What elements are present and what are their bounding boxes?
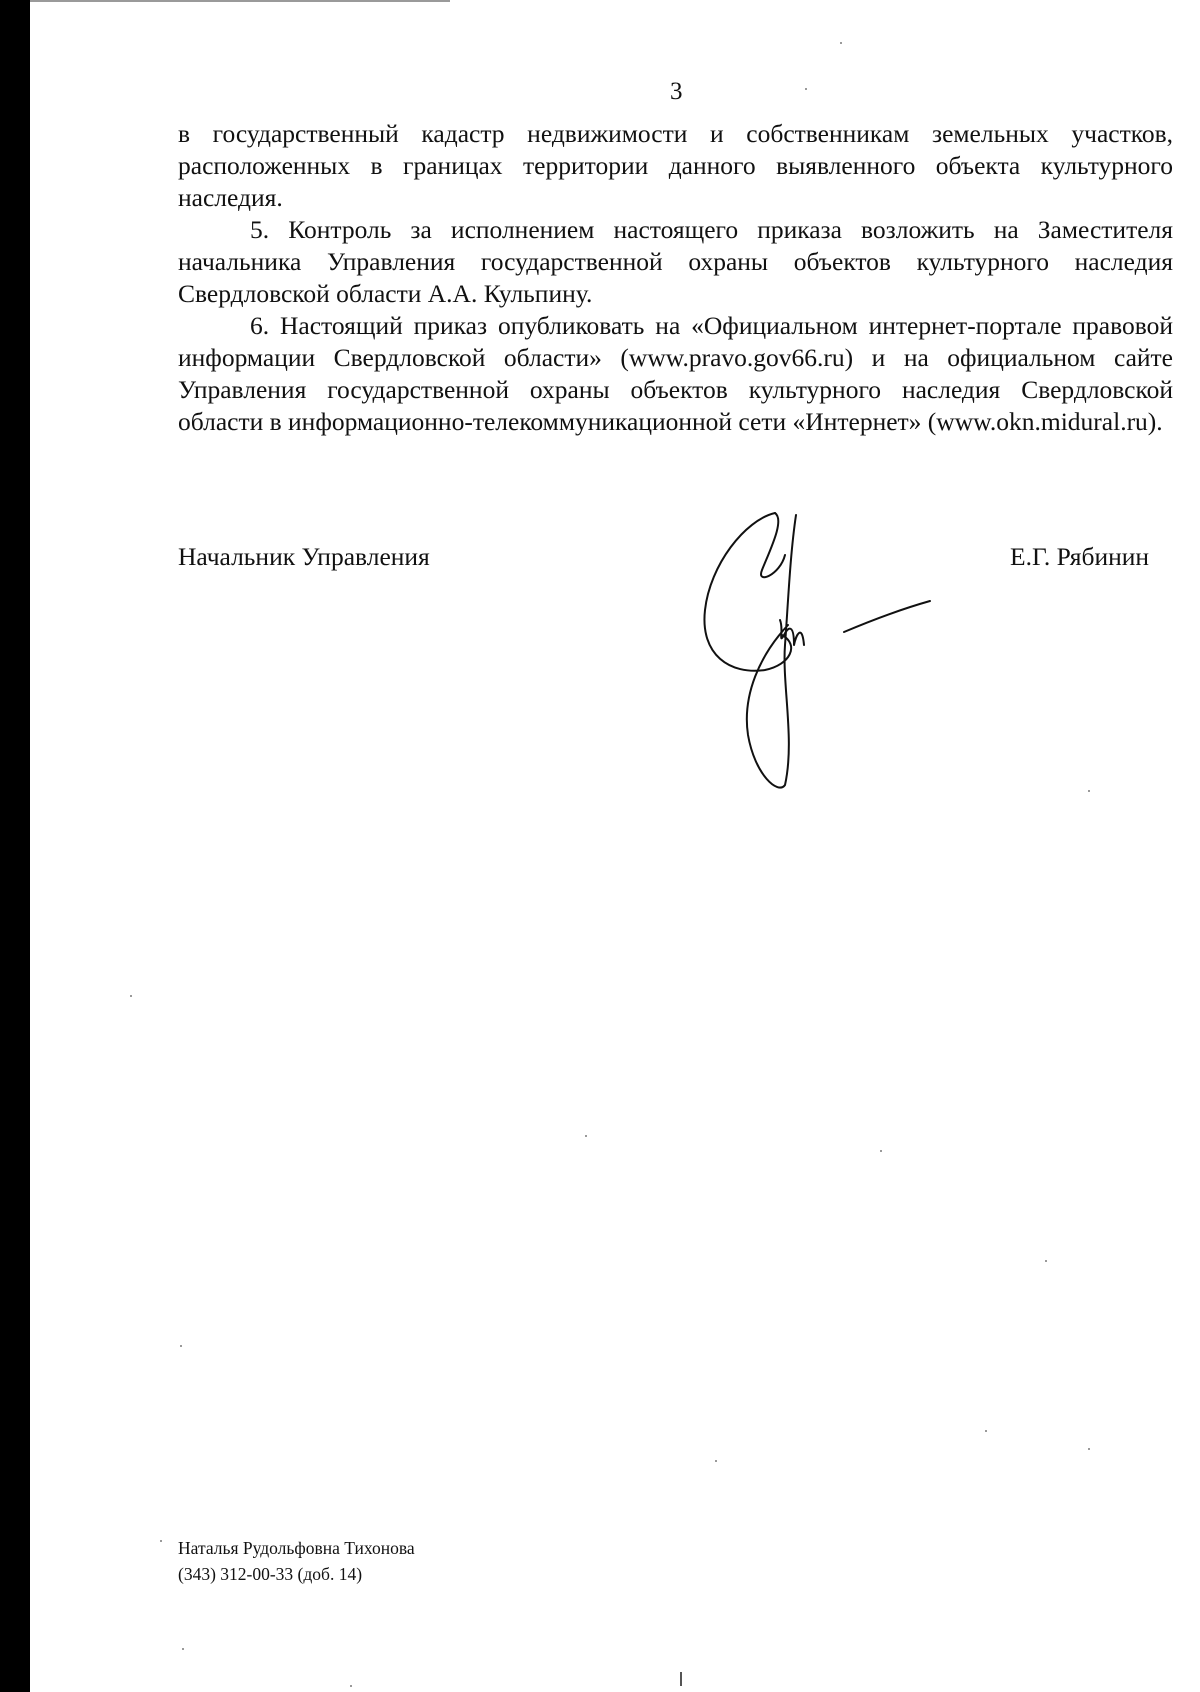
scan-speck <box>1088 790 1090 792</box>
signatory-name: Е.Г. Рябинин <box>1010 542 1150 571</box>
scan-speck <box>182 1648 184 1650</box>
scan-speck <box>350 1685 352 1687</box>
scan-speck <box>160 1540 162 1542</box>
document-body <box>178 118 1173 438</box>
scan-speck <box>840 42 842 44</box>
paragraph-continuation: в государственный кадастр недвижимости и собственникам земельных участков, расположенных в границах территории данного выявленного объекта культурного наследия. <box>178 119 1173 212</box>
signatory-position: Начальник Управления <box>178 542 430 571</box>
scan-speck <box>805 88 807 90</box>
scan-speck <box>1045 1260 1047 1262</box>
scan-speck <box>985 1430 987 1432</box>
contact-phone: (343) 312-00-33 (доб. 14) <box>178 1564 363 1584</box>
contact-info <box>178 1535 415 1587</box>
scan-speck <box>1088 1448 1090 1450</box>
handwritten-signature-icon <box>670 495 940 795</box>
scan-mark <box>680 1672 682 1686</box>
scan-top-line <box>30 0 450 2</box>
scan-speck <box>180 1345 182 1347</box>
scan-edge <box>0 0 30 1692</box>
scan-speck <box>130 995 132 997</box>
page-number: 3 <box>670 78 683 105</box>
scan-speck <box>715 1460 717 1462</box>
paragraph-item-5: 5. Контроль за исполнением настоящего приказа возложить на Заместителя начальника Управления государственной охраны объектов культурного наследия Свердловской области А.А. Кульпину. <box>178 215 1173 308</box>
contact-name: Наталья Рудольфовна Тихонова <box>178 1538 415 1558</box>
scan-speck <box>880 1150 882 1152</box>
paragraph-item-6: 6. Настоящий приказ опубликовать на «Официальном интернет-портале правовой информации Свердловской области» (www.pravo.gov66.ru) и на официальном сайте Управления государственной охраны объектов культурного наследия Свердловской области в информационно-телекоммуникационной сети «Интернет» (www.okn.midural.ru). <box>178 311 1173 436</box>
scan-speck <box>585 1135 587 1137</box>
